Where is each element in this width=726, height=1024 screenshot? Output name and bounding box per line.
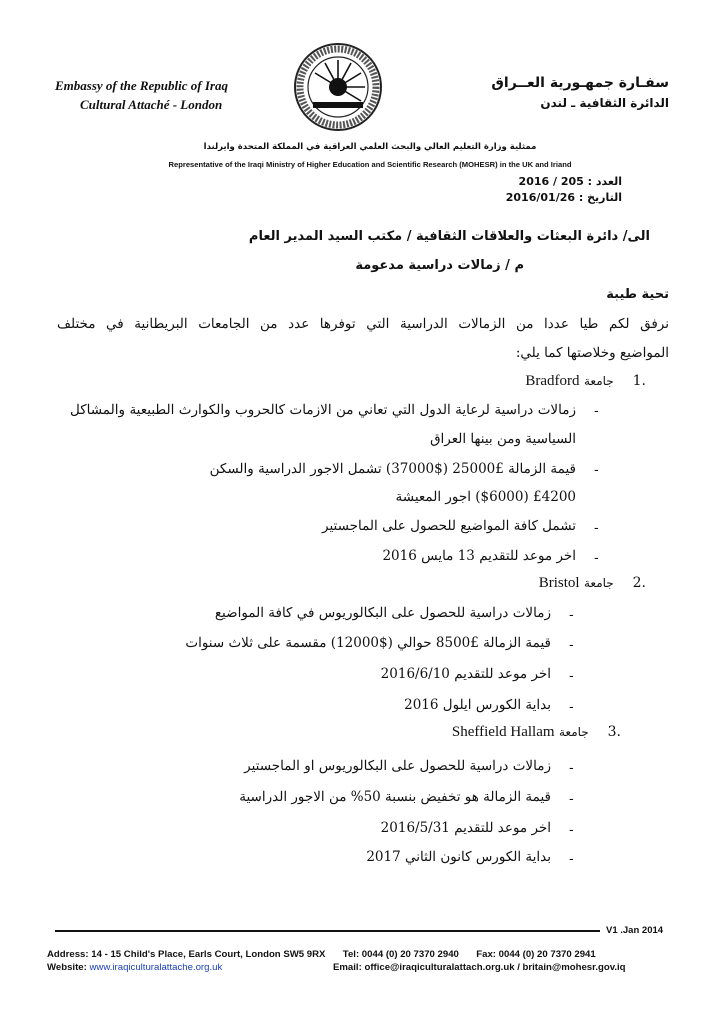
cultural-attache-ar: الدائرة الثقافية ـ لندن [540,96,669,110]
subject: م / زمالات دراسية مدعومة [355,258,524,273]
university-name-en: Sheffield Hallam [451,724,555,740]
representative-line-ar: ممثلية وزارة التعليم العالي والبحث العلمي العراقية في المملكة المتحدة وايرلندا [203,142,537,152]
university-ar-label: جامعة [583,374,614,388]
website-label: Website: [47,962,87,973]
university-number: .1 [632,373,646,389]
addressee: الى/ دائرة البعثات والعلاقات الثقافية / مكتب السيد المدير العام [248,229,650,244]
bullet-dash: - [569,669,574,684]
website-link[interactable]: www.iraqiculturalattache.org.uk [89,962,223,973]
representative-line-en: Representative of the Iraqi Ministry of Higher Education and Scientific Research (MOHESR) in the UK and Iriand [168,160,572,169]
intro-line-2: المواضيع وخلاصتها كما يلي: [515,345,669,361]
sheffield-item-2: قيمة الزمالة هو تخفيض بنسبة 50% من الاجور الدراسية [239,789,551,805]
university-number: .2 [632,575,646,591]
bradford-item-4: اخر موعد للتقديم 13 مايس 2016 [382,548,576,564]
bristol-item-3: اخر موعد للتقديم 2016/6/10 [380,666,551,682]
greeting: تحية طيبة [606,287,669,302]
university-name-en: Bristol [538,575,580,591]
bullet-dash: - [569,792,574,807]
bristol-item-4: بداية الكورس ايلول 2016 [404,697,551,713]
bullet-dash: - [569,823,574,838]
university-heading-sheffield [452,724,621,741]
bradford-item-2: قيمة الزمالة £25000 ($37000) تشمل الاجور الدراسية والسكن [209,461,576,477]
bristol-item-1: زمالات دراسية للحصول على البكالوريوس في كافة المواضيع [214,605,551,621]
bradford-item-2-cont: £4200 ($6000) اجور المعيشة [395,489,576,505]
footer-email: Email: office@iraqiculturalattach.org.uk / britain@mohesr.gov.iq [333,962,626,973]
embassy-name-en: Embassy of the Republic of Iraq [55,78,228,93]
footer-version: V1 .Jan 2014 [606,925,664,936]
reference-date: التاريخ : 2016/01/26 [505,191,622,204]
bullet-dash: - [594,463,599,478]
bradford-item-1-cont: السياسية ومن بينها العراق [430,431,576,447]
university-ar-label: جامعة [558,725,589,739]
footer-address-line [47,949,596,960]
bullet-dash: - [594,551,599,566]
footer-website-line [47,962,222,973]
address-label: Address: [47,949,89,960]
bradford-item-3: تشمل كافة المواضيع للحصول على الماجستير [322,518,576,534]
bullet-dash: - [569,761,574,776]
bullet-dash: - [569,700,574,715]
sheffield-item-1: زمالات دراسية للحصول على البكالوريوس او الماجستير [244,758,551,774]
embassy-name-ar: سفـارة جمهـورية العــراق [491,75,669,91]
university-heading-bradford [525,373,646,390]
bullet-dash: - [569,852,574,867]
bullet-dash: - [569,608,574,623]
sheffield-item-4: بداية الكورس كانون الثاني 2017 [366,849,551,865]
university-name-en: Bradford [525,373,580,389]
reference-number: العدد : 205 / 2016 [518,175,622,188]
bullet-dash: - [594,521,599,536]
sheffield-item-3: اخر موعد للتقديم 2016/5/31 [380,820,551,836]
bullet-dash: - [569,638,574,653]
university-ar-label: جامعة [583,576,614,590]
telephone-number: Tel: 0044 (0) 20 7370 2940 [342,949,459,960]
attache-seal-logo [293,42,383,132]
address-text: 14 - 15 Child's Place, Earls Court, London SW5 9RX [91,949,326,960]
university-number: .3 [607,724,621,740]
footer-divider [55,930,600,932]
intro-line-1: نرفق لكم طيا عددا من الزمالات الدراسية التي توفرها عدد من الجامعات البريطانية في مختلف [57,316,669,332]
university-heading-bristol [539,575,646,592]
bullet-dash: - [594,404,599,419]
bristol-item-2: قيمة الزمالة £8500 حوالي ($12000) مقسمة على ثلاث سنوات [185,635,551,651]
fax-number: Fax: 0044 (0) 20 7370 2941 [476,949,596,960]
bradford-item-1: زمالات دراسية لرعاية الدول التي تعاني من الازمات كالحروب والكوارث الطبيعية والمشاكل [70,402,576,418]
cultural-attache-en: Cultural Attaché - London [80,97,223,112]
